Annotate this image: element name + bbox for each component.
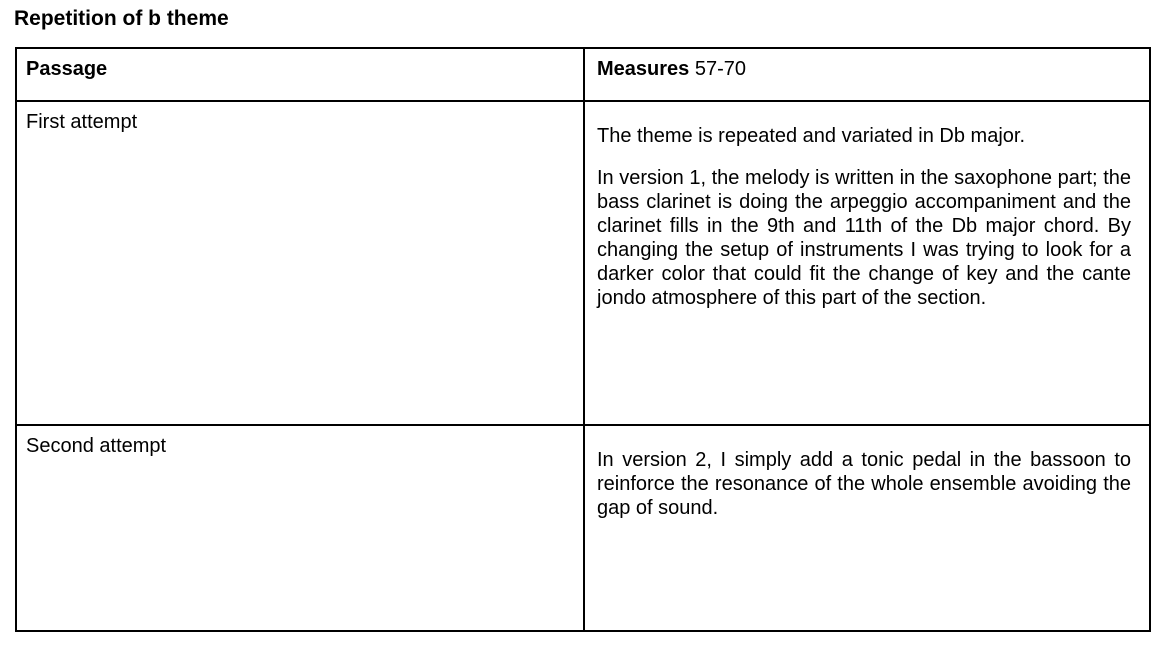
passage-label: Second attempt [26, 435, 167, 457]
passage-header-label: Passage [26, 58, 108, 80]
passage-label: First attempt [26, 111, 138, 133]
table-row-first-attempt [16, 101, 1150, 425]
section-title: Repetition of b theme [14, 7, 229, 30]
passage-cell [16, 425, 584, 631]
description-paragraph: In version 2, I simply add a tonic pedal in the bassoon to reinforce the resonance of the whole ensemble avoiding the gap of sound. [597, 449, 1131, 519]
column-header-measures [584, 48, 1150, 101]
description-paragraph: The theme is repeated and variated in Db major. [597, 125, 1026, 147]
measures-header-label: Measures [597, 58, 690, 80]
table-row-second-attempt [16, 425, 1150, 631]
description-cell [584, 425, 1150, 631]
description-cell [584, 101, 1150, 425]
passage-cell [16, 101, 584, 425]
description-paragraph: In version 1, the melody is written in the saxophone part; the bass clarinet is doing the arpeggio accompaniment and the clarinet fills in the 9th and 11th of the Db major chord. By changing the setup of instruments I was trying to look for a darker color that could fit the change of key and the cante jondo atmosphere of this part of the section. [597, 167, 1131, 309]
table-header-row [16, 48, 1150, 101]
column-header-passage [16, 48, 584, 101]
measures-range-value: 57-70 [689, 58, 746, 80]
passage-table [15, 47, 1151, 632]
